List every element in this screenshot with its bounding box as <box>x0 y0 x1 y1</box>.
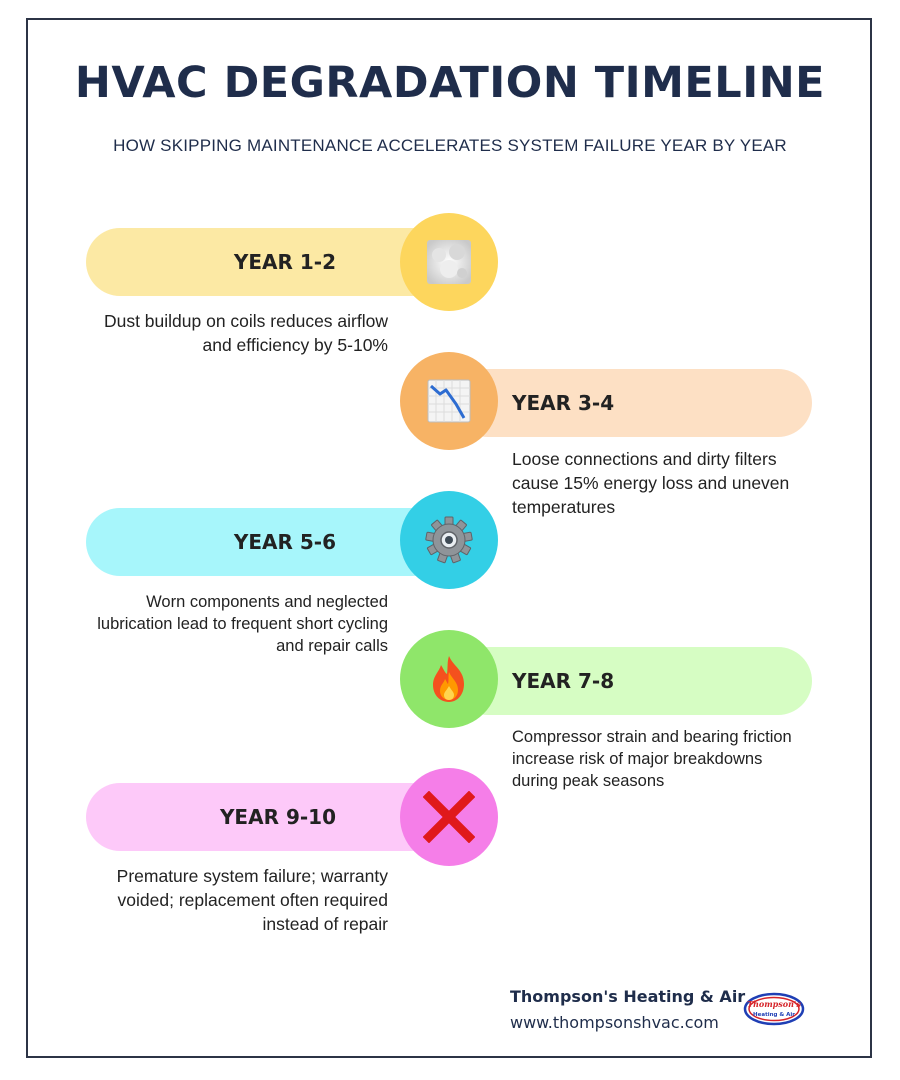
stage-label: YEAR 3-4 <box>512 391 615 415</box>
stage-description: Compressor strain and bearing friction increase risk of major breakdowns during peak seasons <box>512 728 792 790</box>
company-name: Thompson's Heating & Air <box>510 987 746 1006</box>
stage-description: Premature system failure; warranty voided; replacement often required instead of repair <box>116 866 388 934</box>
stage-icon-circle <box>400 630 498 728</box>
chart-decreasing-icon <box>426 378 472 424</box>
stage-label: YEAR 5-6 <box>233 530 336 554</box>
stage-label: YEAR 9-10 <box>219 805 336 829</box>
gear-icon <box>424 515 474 565</box>
dust-cloud-icon <box>424 237 474 287</box>
company-website[interactable]: www.thompsonshvac.com <box>510 1013 719 1032</box>
company-logo <box>743 992 805 1026</box>
svg-text:Thompson's: Thompson's <box>747 999 801 1009</box>
stage-icon-circle <box>400 768 498 866</box>
stage-description: Worn components and neglected lubrication lead to frequent short cycling and repair calls <box>97 593 388 655</box>
stage-label: YEAR 1-2 <box>233 250 336 274</box>
svg-text:Heating & Air: Heating & Air <box>753 1012 795 1018</box>
stage-pill-year-9-10 <box>86 783 446 851</box>
stage-description: Dust buildup on coils reduces airflow and efficiency by 5-10% <box>103 311 388 355</box>
stage-description: Loose connections and dirty filters cause 15% energy loss and uneven temperatures <box>512 449 790 517</box>
stage-icon-circle <box>400 352 498 450</box>
stage-pill-year-3-4 <box>454 369 812 437</box>
fire-icon <box>426 654 472 704</box>
stage-pill-year-1-2 <box>86 228 446 296</box>
stage-icon-circle <box>400 213 498 311</box>
stage-label: YEAR 7-8 <box>512 669 615 693</box>
page-title: HVAC DEGRADATION TIMELINE <box>74 58 826 108</box>
stage-pill-year-5-6 <box>86 508 446 576</box>
stage-icon-circle <box>400 491 498 589</box>
cross-mark-icon <box>423 791 475 843</box>
page-subtitle: HOW SKIPPING MAINTENANCE ACCELERATES SYSTEM FAILURE YEAR BY YEAR <box>113 136 787 155</box>
stage-pill-year-7-8 <box>454 647 812 715</box>
